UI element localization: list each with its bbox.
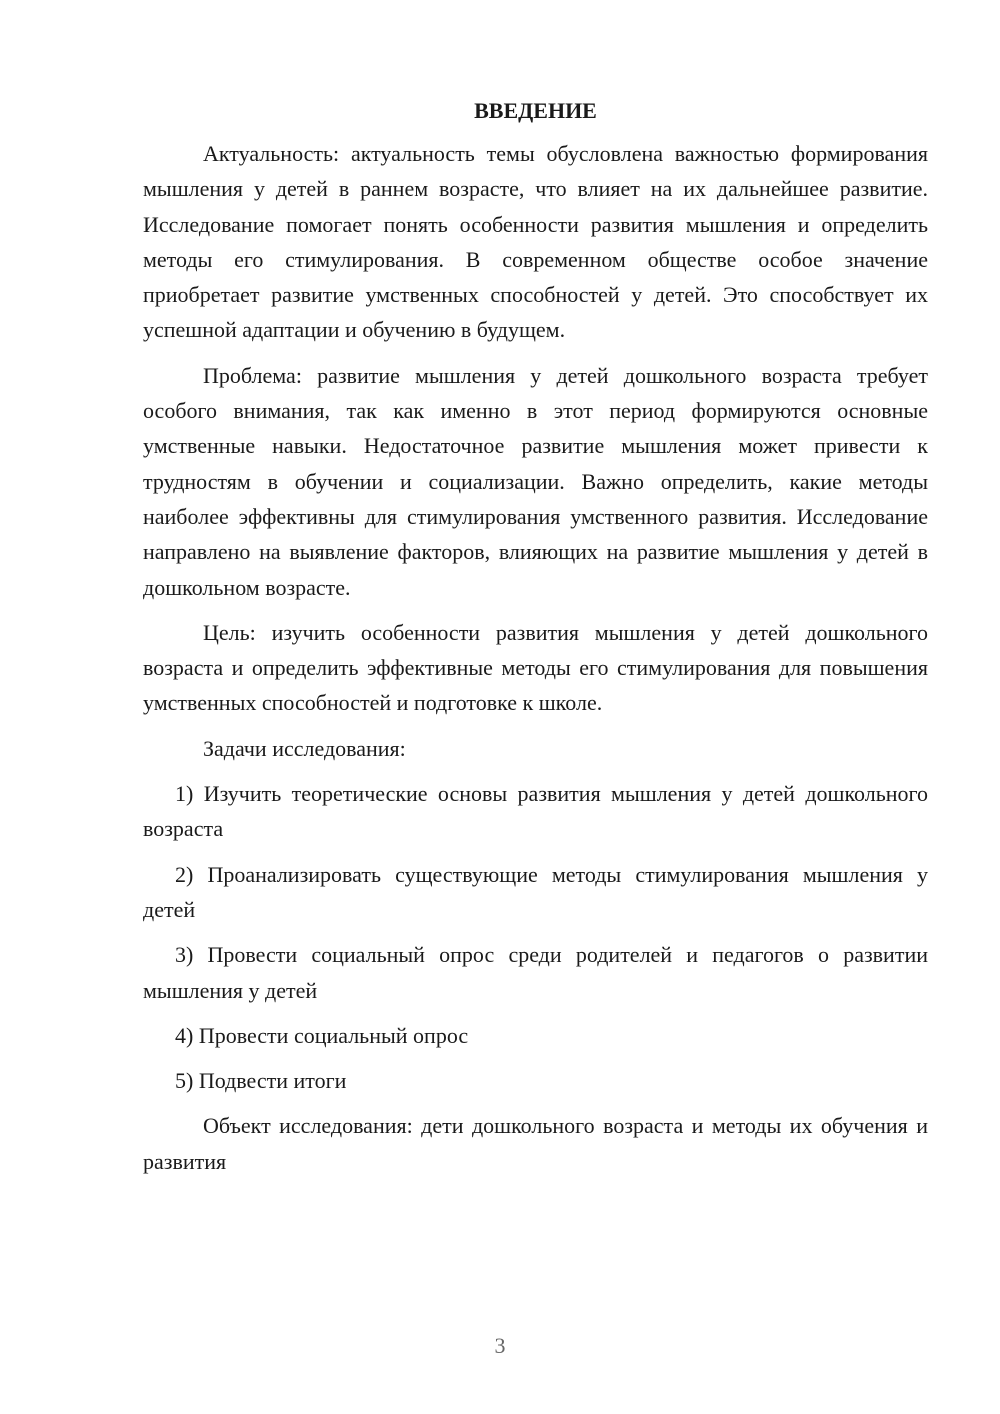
task-item-2: 2) Проанализировать существующие методы стимулирования мышления у детей <box>143 861 928 922</box>
paragraph-problem: Проблема: развитие мышления у детей дошкольного возраста требует особого внимания, так как именно в этот период формируются основные умственные навыки. Недостаточное развитие мышления может привести к трудностям в обучении и социализации. Важно определить, какие методы наиболее эффективны для стимулирования умственного развития. Исследование направлено на выявление факторов, влияющих на развитие мышления у детей в дошкольном возрасте. <box>143 362 928 600</box>
document-page <box>143 96 928 1189</box>
task-item-1: 1) Изучить теоретические основы развития мышления у детей дошкольного возраста <box>143 781 928 842</box>
paragraph-tasks-title: Задачи исследования: <box>203 735 406 761</box>
paragraph-relevance: Актуальность: актуальность темы обусловлена важностью формирования мышления у детей в раннем возрасте, что влияет на их дальнейшее развитие. Исследование помогает понять особенности развития мышления и определить методы его стимулирования. В современном обществе особое значение приобретает развитие умственных способностей у детей. Это способствует их успешной адаптации и обучению в будущем. <box>143 141 928 343</box>
paragraph-goal: Цель: изучить особенности развития мышления у детей дошкольного возраста и определить эффективные методы его стимулирования для повышения умственных способностей и подготовке к школе. <box>143 619 928 716</box>
page-number: 3 <box>494 1333 506 1358</box>
task-item-4: 4) Провести социальный опрос <box>175 1022 469 1048</box>
paragraph-object: Объект исследования: дети дошкольного возраста и методы их обучения и развития <box>143 1113 928 1174</box>
task-item-5: 5) Подвести итоги <box>175 1068 347 1094</box>
task-item-3: 3) Провести социальный опрос среди родителей и педагогов о развитии мышления у детей <box>143 942 928 1003</box>
tasks-list <box>143 776 928 1098</box>
section-heading: ВВЕДЕНИЕ <box>474 98 597 123</box>
